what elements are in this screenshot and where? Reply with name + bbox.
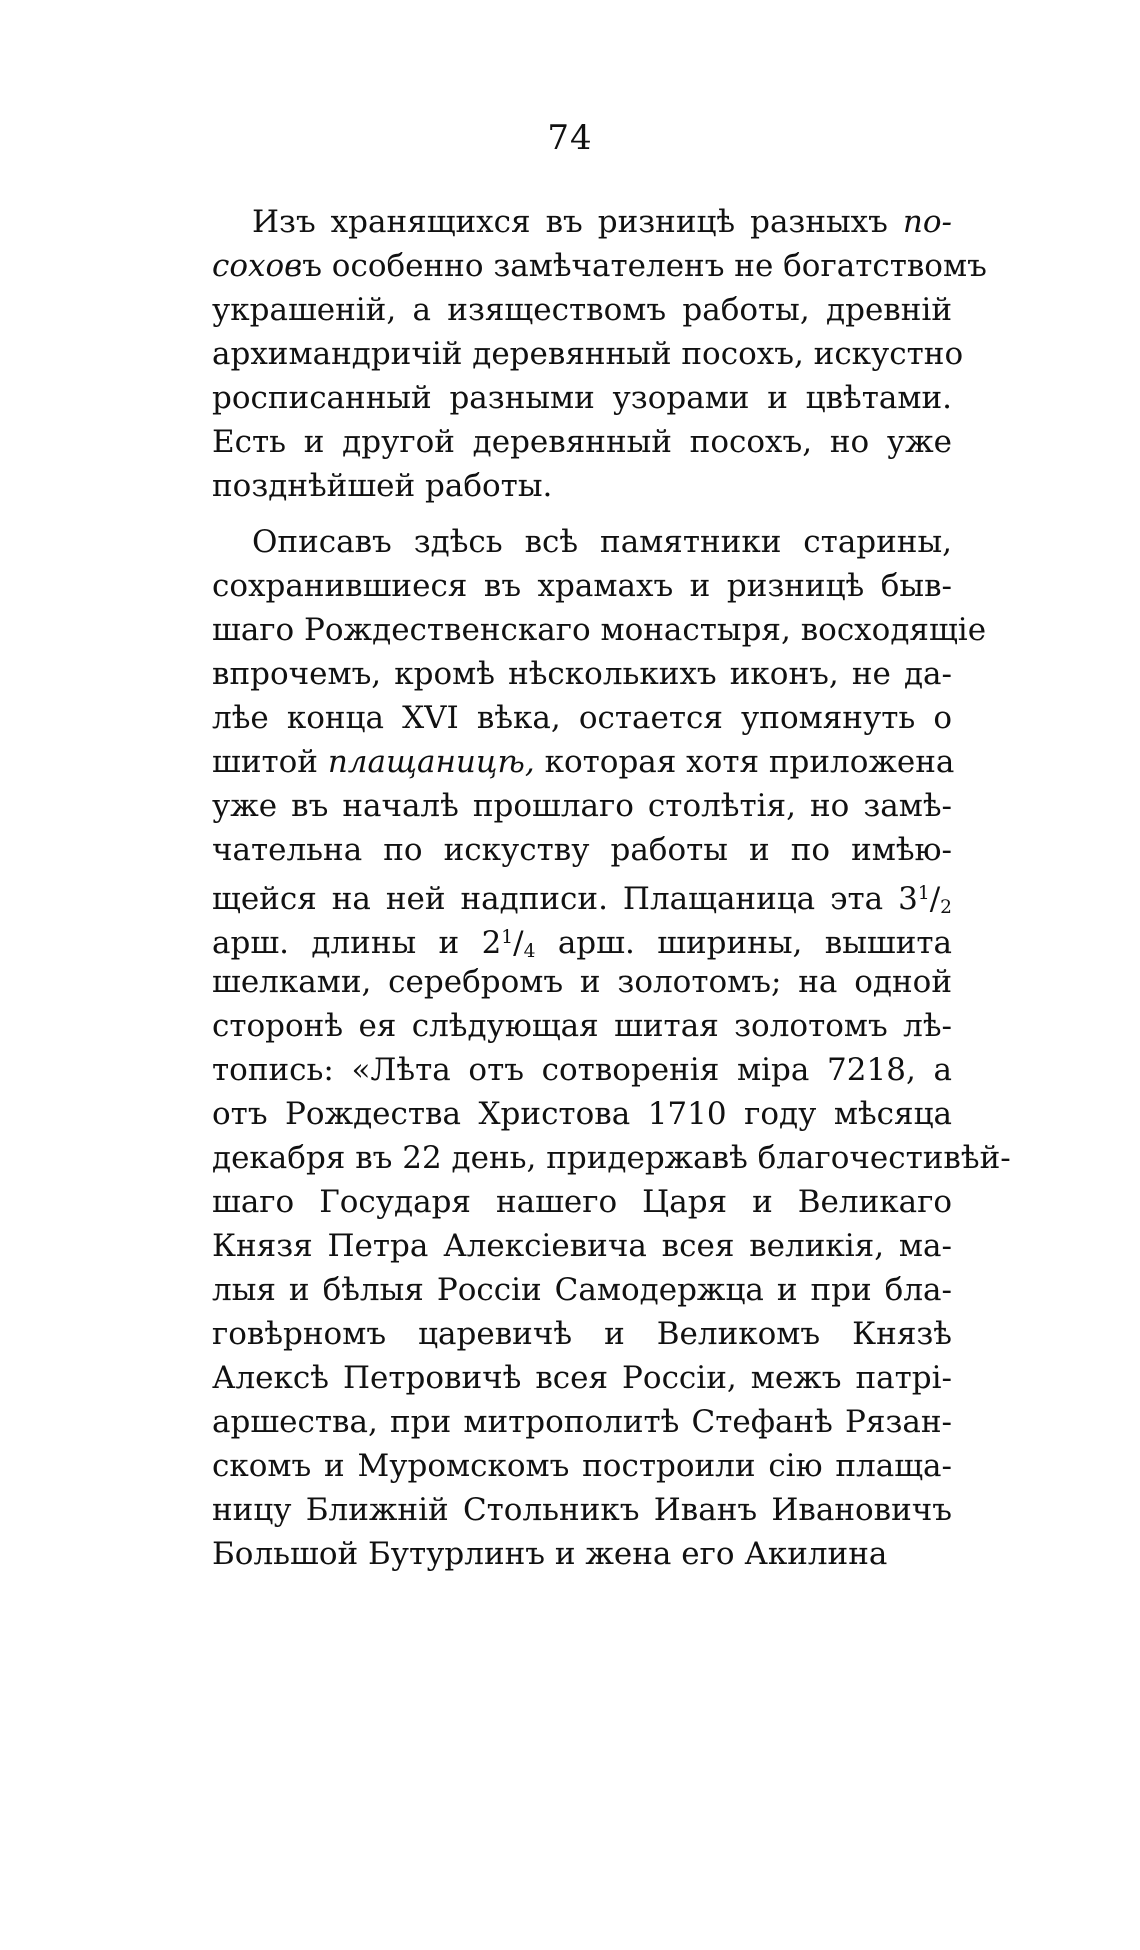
text-segment: Изъ хранящихся въ ризницѣ разныхъ [252, 204, 903, 240]
text-segment: / [929, 881, 941, 918]
text-line [212, 1180, 952, 1224]
text-segment: плащаницѣ, [327, 744, 535, 780]
text-segment: Описавъ здѣсь всѣ памятники старины, [252, 524, 952, 560]
text-line [212, 1004, 952, 1048]
text-segment: сохранившиеся въ храмахъ и ризницѣ быв- [212, 568, 952, 604]
text-segment: шаго Государя нашего Царя и Великаго [212, 1184, 952, 1220]
text-line [212, 464, 952, 508]
text-line [212, 244, 987, 288]
text-segment: 1 [917, 883, 930, 904]
text-line [212, 376, 952, 420]
text-segment: аршества, при митрополитѣ Стефанѣ Рязан- [212, 1404, 952, 1440]
text-line [212, 332, 964, 376]
text-line [212, 420, 952, 464]
text-segment: впрочемъ, кромѣ нѣсколькихъ иконъ, не да- [212, 656, 952, 692]
text-segment: шелками, серебромъ и золотомъ; на одной [212, 964, 952, 1000]
text-segment: чательна по искуству работы и по имѣю- [212, 832, 952, 868]
text-segment: топись: «Лѣта отъ сотворенія міра 7218, а [212, 1052, 952, 1088]
text-segment: ницу Ближній Стольникъ Иванъ Ивановичъ [212, 1492, 952, 1528]
text-segment: шитой [212, 744, 328, 780]
body-text [212, 200, 1011, 1576]
text-segment: / [513, 925, 524, 962]
text-line [212, 828, 952, 872]
text-segment: скомъ и Муромскомъ построили сію плаща- [212, 1448, 952, 1484]
text-segment: сторонѣ ея слѣдующая шитая золотомъ лѣ- [212, 1008, 952, 1044]
text-segment: Алексѣ Петровичѣ всея Россіи, межъ патрі- [212, 1360, 952, 1396]
text-segment: архимандричій деревянный посохъ, искустно [212, 336, 964, 372]
text-segment: Князя Петра Алексіевича всея великія, ма- [212, 1228, 952, 1264]
text-line [212, 740, 955, 784]
text-line [212, 1356, 952, 1400]
page-number: 74 [547, 118, 593, 158]
text-segment: Есть и другой деревянный посохъ, но уже [212, 424, 952, 460]
text-segment: говѣрномъ царевичѣ и Великомъ Князѣ [212, 1316, 952, 1352]
text-line [212, 288, 952, 332]
text-line [212, 652, 952, 696]
text-segment: росписанный разными узорами и цвѣтами. [212, 380, 952, 416]
text-segment: позднѣйшей работы. [212, 468, 553, 504]
text-line [212, 1048, 952, 1092]
text-line [212, 608, 987, 652]
text-line [212, 1092, 952, 1136]
text-line [212, 1312, 952, 1356]
text-line [212, 872, 952, 916]
text-segment: декабря въ 22 день, придержавѣ благочестивѣй- [212, 1140, 1011, 1176]
text-line [212, 200, 952, 244]
text-line [212, 1488, 952, 1532]
text-line [212, 1268, 952, 1312]
paragraph [212, 520, 1011, 1576]
text-segment: лѣе конца XVI вѣка, остается упомянуть о [212, 700, 952, 736]
text-line [212, 1136, 1011, 1180]
text-segment: отъ Рождества Христова 1710 году мѣсяца [212, 1096, 952, 1132]
text-segment: Большой Бутурлинъ и жена его Акилина [212, 1536, 888, 1572]
text-segment: по- [902, 204, 952, 240]
text-line [212, 916, 952, 960]
text-line [212, 1532, 952, 1576]
text-line [212, 784, 952, 828]
text-line [212, 1224, 952, 1268]
paragraph-gap [212, 508, 952, 520]
text-segment: щейся на ней надписи. Плащаница эта 3 [212, 881, 918, 918]
text-segment: 4 [523, 940, 536, 962]
text-segment: ъ особенно замѣчателенъ не богатствомъ [302, 248, 987, 284]
text-segment: 1 [501, 927, 514, 948]
text-segment: 2 [940, 896, 952, 918]
text-segment: сохов [212, 248, 303, 284]
text-line [212, 696, 952, 740]
text-segment: арш. ширины, вышита [535, 925, 952, 962]
paragraph [212, 200, 987, 508]
text-segment: которая хотя приложена [534, 744, 955, 780]
text-line [212, 520, 952, 564]
text-segment: уже въ началѣ прошлаго столѣтія, но замѣ- [212, 788, 952, 824]
text-segment: лыя и бѣлыя Россіи Самодержца и при бла- [212, 1272, 952, 1308]
text-line [212, 1444, 952, 1488]
text-segment: шаго Рождественскаго монастыря, восходящіе [212, 612, 987, 648]
text-line [212, 1400, 952, 1444]
text-line [212, 960, 952, 1004]
text-segment: арш. длины и 2 [212, 925, 502, 962]
text-line [212, 564, 952, 608]
text-segment: украшеній, а изяществомъ работы, древній [212, 292, 952, 328]
